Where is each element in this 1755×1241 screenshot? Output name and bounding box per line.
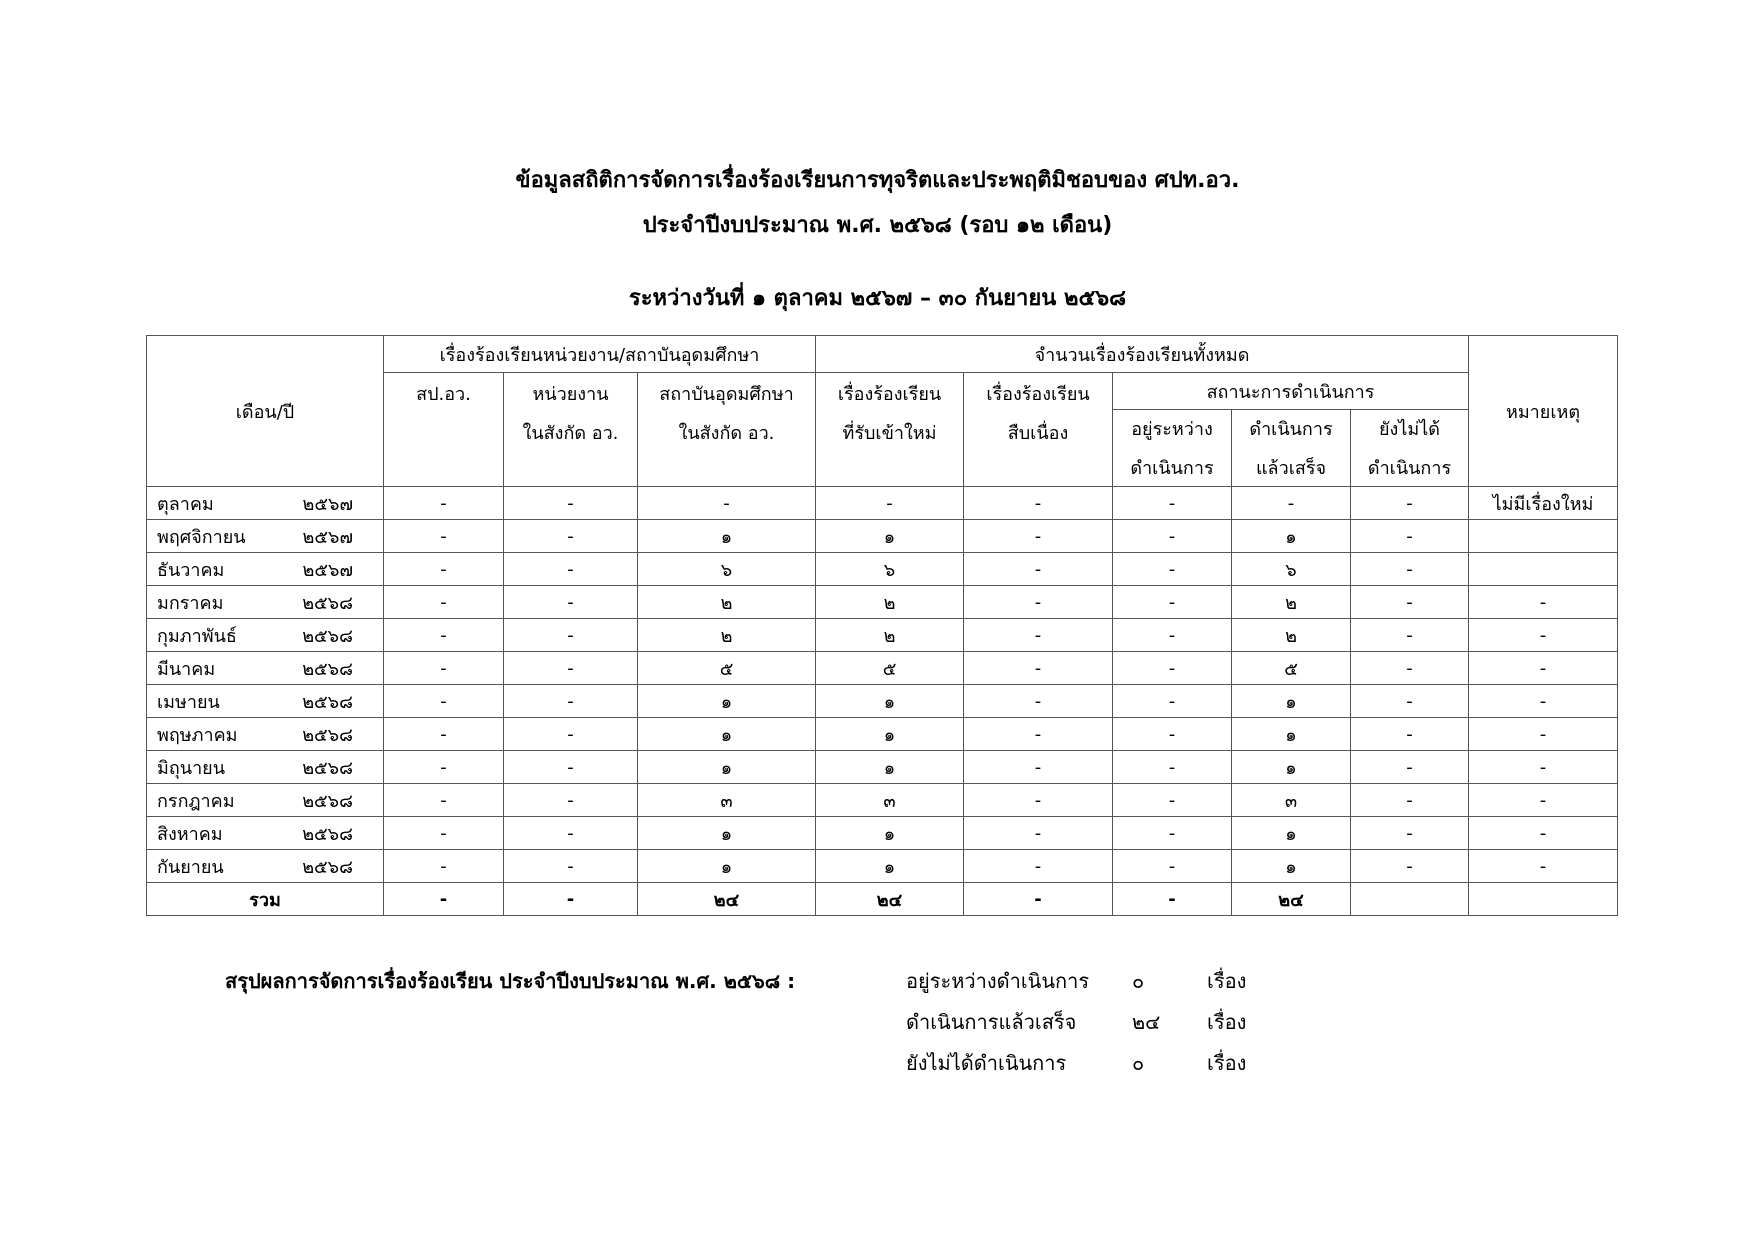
header-agency [504,373,638,487]
value-cell: - [384,685,504,718]
month-year: ๒๕๖๘ [302,658,353,680]
value-cell: - [384,751,504,784]
value-cell: - [1113,850,1232,883]
month-cell [147,652,384,685]
month-year: ๒๕๖๗ [302,493,353,515]
value-cell: - [1113,652,1232,685]
value-cell: ๑ [816,520,964,553]
value-cell: - [638,487,816,520]
value-cell: - [1113,586,1232,619]
note-cell [1469,553,1618,586]
value-cell: - [1351,784,1469,817]
value-cell: ๑ [1232,850,1351,883]
value-cell: - [1351,586,1469,619]
value-cell: - [1113,685,1232,718]
header-in-progress [1113,410,1232,487]
total-value-cell [1351,883,1469,916]
month-year: ๒๕๖๗ [302,526,353,548]
summary-item-value: ๐ [1132,1051,1145,1075]
header-text: สถาบันอุดมศึกษา [659,384,794,405]
total-value-cell: ๒๔ [638,883,816,916]
value-cell: - [964,520,1113,553]
value-cell: - [1351,619,1469,652]
value-cell: - [504,685,638,718]
value-cell: ๕ [638,652,816,685]
value-cell: - [384,619,504,652]
table-row [147,784,1618,817]
note-cell: - [1469,718,1618,751]
summary-item-value: ๐ [1132,969,1145,993]
value-cell: ๑ [1232,685,1351,718]
value-cell: ๑ [638,817,816,850]
value-cell: - [1351,685,1469,718]
month-name: พฤษภาคม [157,724,238,746]
value-cell: - [964,817,1113,850]
header-month: เดือน/ปี [147,336,384,487]
month-cell [147,718,384,751]
month-year: ๒๕๖๘ [302,625,353,647]
value-cell: - [1351,751,1469,784]
value-cell: - [504,487,638,520]
month-name: สิงหาคม [157,823,223,845]
value-cell: ๑ [638,520,816,553]
title-line-1: ข้อมูลสถิติการจัดการเรื่องร้องเรียนการทุจริตและประพฤติมิชอบของ ศปท.อว. [515,168,1240,193]
complaint-statistics-table [146,335,1618,916]
month-cell [147,619,384,652]
table-row [147,520,1618,553]
value-cell: ๕ [1232,652,1351,685]
month-cell [147,685,384,718]
value-cell: ๑ [1232,520,1351,553]
month-cell [147,850,384,883]
value-cell: - [504,520,638,553]
value-cell: ๑ [638,685,816,718]
note-cell: - [1469,817,1618,850]
month-cell [147,751,384,784]
value-cell: ๑ [1232,718,1351,751]
value-cell: - [504,784,638,817]
value-cell: ๕ [816,652,964,685]
value-cell: - [384,553,504,586]
value-cell: - [384,487,504,520]
value-cell: ๓ [638,784,816,817]
note-cell: - [1469,685,1618,718]
value-cell: - [1351,520,1469,553]
value-cell: - [964,751,1113,784]
table-row [147,718,1618,751]
total-value-cell: ๒๔ [816,883,964,916]
value-cell: - [1113,619,1232,652]
month-name: กรกฎาคม [157,790,235,812]
value-cell: ๑ [816,751,964,784]
note-cell [1469,520,1618,553]
value-cell: - [816,487,964,520]
month-name: มิถุนายน [157,757,226,779]
month-cell [147,520,384,553]
table-row [147,619,1618,652]
total-label: รวม [147,883,384,916]
value-cell: ๑ [816,850,964,883]
header-text: ในสังกัด อว. [522,423,619,444]
value-cell: ๓ [1232,784,1351,817]
value-cell: - [1113,817,1232,850]
note-cell: - [1469,751,1618,784]
value-cell: - [964,850,1113,883]
table-row [147,586,1618,619]
summary-item-unit: เรื่อง [1207,1051,1247,1075]
note-cell: ไม่มีเรื่องใหม่ [1469,487,1618,520]
month-name: กันยายน [157,856,224,878]
header-completed [1232,410,1351,487]
header-text: เรื่องร้องเรียน [837,384,942,405]
month-name: มกราคม [157,592,224,614]
header-group-total: จำนวนเรื่องร้องเรียนทั้งหมด [816,336,1469,373]
value-cell: - [1351,817,1469,850]
value-cell: - [1351,850,1469,883]
header-note: หมายเหตุ [1469,336,1618,487]
month-cell [147,784,384,817]
total-row [147,883,1618,916]
value-cell: - [1113,784,1232,817]
value-cell: - [504,619,638,652]
value-cell: - [504,586,638,619]
header-text: ดำเนินการ [1249,419,1333,440]
title-line-2: ประจำปีงบประมาณ พ.ศ. ๒๕๖๘ (รอบ ๑๒ เดือน) [642,213,1113,238]
header-continuing [964,373,1113,487]
value-cell: - [1113,520,1232,553]
value-cell: ๑ [638,718,816,751]
value-cell: - [1232,487,1351,520]
month-cell [147,487,384,520]
month-year: ๒๕๖๘ [302,856,353,878]
header-text: สืบเนื่อง [1007,423,1069,444]
table-row [147,553,1618,586]
total-value-cell: ๒๔ [1232,883,1351,916]
value-cell: ๒ [638,619,816,652]
header-text: ที่รับเข้าใหม่ [842,423,937,444]
month-year: ๒๕๖๘ [302,757,353,779]
value-cell: - [504,751,638,784]
header-text: แล้วเสร็จ [1255,458,1327,479]
value-cell: - [1351,718,1469,751]
header-text: ยังไม่ได้ [1379,419,1440,440]
value-cell: ๖ [1232,553,1351,586]
value-cell: ๑ [1232,817,1351,850]
value-cell: - [504,817,638,850]
value-cell: ๒ [1232,586,1351,619]
total-value-cell: - [964,883,1113,916]
value-cell: ๒ [816,619,964,652]
value-cell: ๒ [816,586,964,619]
header-text: ในสังกัด อว. [678,423,775,444]
month-name: มีนาคม [157,658,216,680]
table-row [147,487,1618,520]
value-cell: - [1351,487,1469,520]
value-cell: - [964,619,1113,652]
month-year: ๒๕๖๘ [302,724,353,746]
value-cell: - [1113,553,1232,586]
header-opsd: สป.อว. [384,373,504,487]
month-year: ๒๕๖๘ [302,691,353,713]
value-cell: ๑ [816,685,964,718]
value-cell: - [504,553,638,586]
value-cell: ๖ [638,553,816,586]
total-value-cell: - [1113,883,1232,916]
value-cell: - [384,586,504,619]
value-cell: - [384,520,504,553]
header-text: ดำเนินการ [1130,458,1214,479]
value-cell: - [964,718,1113,751]
header-text: อยู่ระหว่าง [1131,419,1213,440]
summary-item-value: ๒๔ [1132,1010,1161,1034]
note-cell: - [1469,652,1618,685]
value-cell: ๑ [638,751,816,784]
table-row [147,850,1618,883]
summary-label: สรุปผลการจัดการเรื่องร้องเรียน ประจำปีงบประมาณ พ.ศ. ๒๕๖๘ : [225,969,796,993]
header-not-started [1351,410,1469,487]
value-cell: ๒ [638,586,816,619]
value-cell: ๑ [1232,751,1351,784]
value-cell: - [964,586,1113,619]
value-cell: ๒ [1232,619,1351,652]
total-value-cell: - [384,883,504,916]
value-cell: - [1113,718,1232,751]
summary-item-unit: เรื่อง [1207,969,1247,993]
value-cell: ๑ [816,718,964,751]
value-cell: ๑ [816,817,964,850]
note-cell: - [1469,784,1618,817]
value-cell: ๓ [816,784,964,817]
value-cell: - [1351,553,1469,586]
note-cell: - [1469,619,1618,652]
month-year: ๒๕๖๗ [302,559,353,581]
table-row [147,652,1618,685]
value-cell: - [384,718,504,751]
value-cell: - [964,652,1113,685]
month-year: ๒๕๖๘ [302,790,353,812]
header-group-agency: เรื่องร้องเรียนหน่วยงาน/สถาบันอุดมศึกษา [384,336,816,373]
month-cell [147,553,384,586]
value-cell: - [1113,487,1232,520]
month-cell [147,817,384,850]
month-year: ๒๕๖๘ [302,592,353,614]
value-cell: - [504,652,638,685]
header-status: สถานะการดำเนินการ [1113,373,1469,410]
value-cell: - [504,850,638,883]
summary-item-label: ยังไม่ได้ดำเนินการ [906,1051,1067,1075]
month-name: เมษายน [157,691,220,713]
value-cell: - [1351,652,1469,685]
total-note-cell [1469,883,1618,916]
month-year: ๒๕๖๘ [302,823,353,845]
header-university [638,373,816,487]
value-cell: - [504,718,638,751]
value-cell: - [964,784,1113,817]
header-text: ดำเนินการ [1367,458,1452,479]
month-cell [147,586,384,619]
table-row [147,817,1618,850]
value-cell: - [1113,751,1232,784]
date-range: ระหว่างวันที่ ๑ ตุลาคม ๒๕๖๗ – ๓๐ กันยายน ๒๕๖๘ [628,286,1127,311]
value-cell: - [384,652,504,685]
note-cell: - [1469,850,1618,883]
month-name: พฤศจิกายน [157,526,246,548]
header-new [816,373,964,487]
table-row [147,751,1618,784]
table-row [147,685,1618,718]
header-text: หน่วยงาน [532,384,609,405]
month-name: ธันวาคม [157,559,225,581]
value-cell: - [964,553,1113,586]
summary-item-label: อยู่ระหว่างดำเนินการ [906,969,1090,993]
month-name: กุมภาพันธ์ [157,625,237,647]
value-cell: - [964,487,1113,520]
value-cell: - [964,685,1113,718]
value-cell: - [384,817,504,850]
summary-item-unit: เรื่อง [1207,1010,1247,1034]
summary-item-label: ดำเนินการแล้วเสร็จ [906,1010,1077,1034]
note-cell: - [1469,586,1618,619]
value-cell: - [384,784,504,817]
month-name: ตุลาคม [157,493,214,515]
header-text: เรื่องร้องเรียน [986,384,1090,405]
value-cell: ๑ [638,850,816,883]
value-cell: - [384,850,504,883]
total-value-cell: - [504,883,638,916]
value-cell: ๖ [816,553,964,586]
